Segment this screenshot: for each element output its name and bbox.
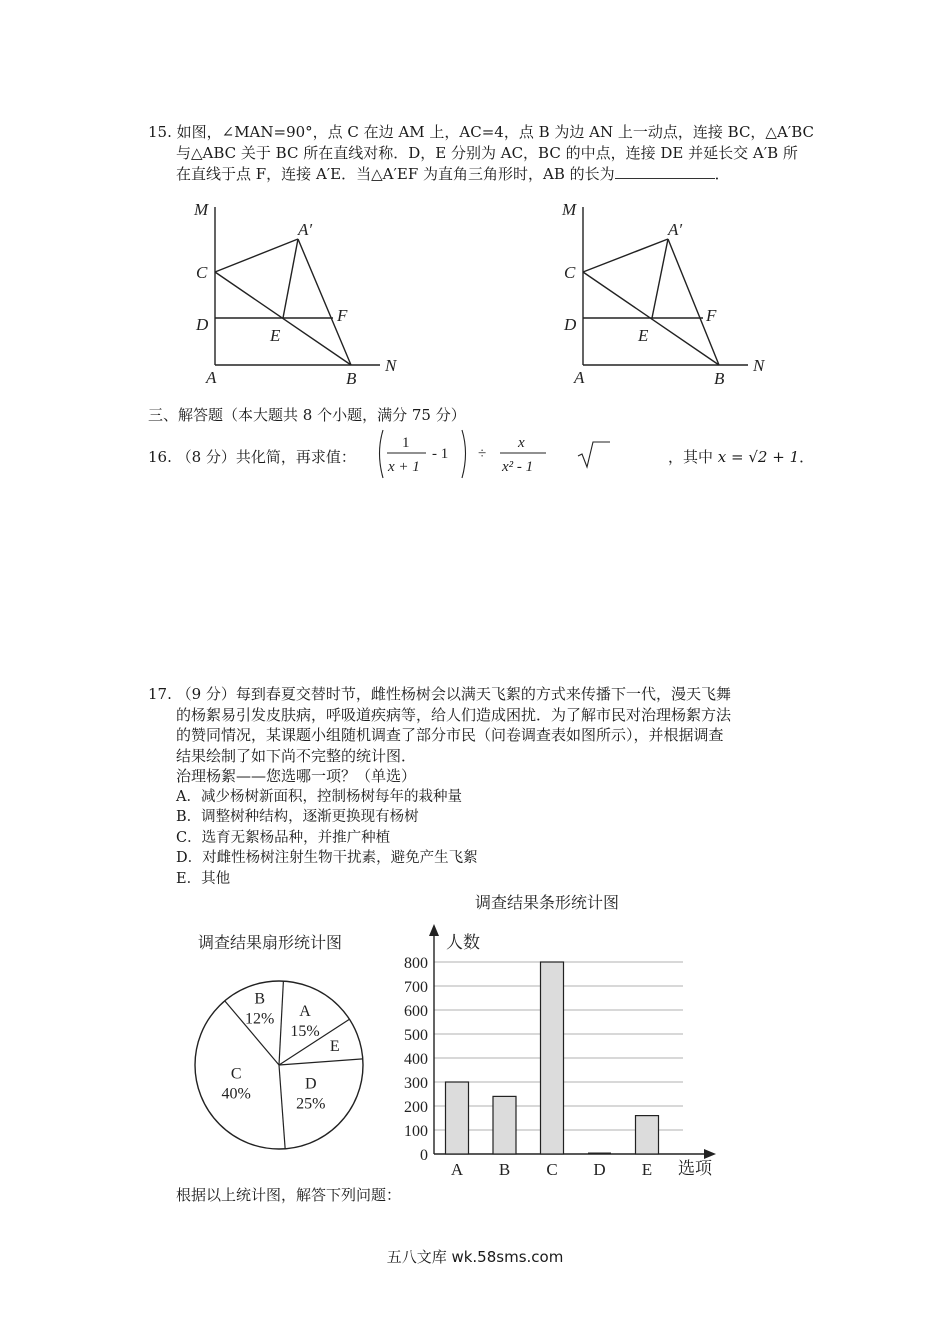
segment-a-prime-e — [283, 239, 298, 318]
geometry-figure-left — [180, 195, 410, 390]
q17-after-charts: 根据以上统计图，解答下列问题： — [176, 1186, 402, 1204]
bar-chart — [404, 924, 716, 1179]
pie-percent-c: 40% — [221, 1085, 251, 1103]
segment-a-prime-b — [668, 239, 719, 365]
q17-line-2: 的杨絮易引发皮肤病，呼吸道疾病等，给人们造成困扰．为了解市民对治理杨絮方法 — [176, 705, 732, 724]
q15-line-3 — [148, 164, 828, 185]
paren-left — [380, 430, 384, 478]
x-tick-label: B — [498, 1160, 511, 1179]
pie-percent-a: 15% — [290, 1022, 320, 1040]
frac1-numerator: 1 — [402, 435, 410, 451]
q15-line-1: 15. 如图，∠MAN=90°，点 C 在边 AM 上，AC=4，点 B 为边 AN 上一动点，连接 BC，△A′BC — [148, 123, 814, 141]
label-m: M — [562, 200, 577, 219]
label-a-prime: A′ — [298, 220, 313, 239]
label-a: A — [574, 368, 585, 387]
survey-title: 治理杨絮——您选哪一项？（单选） — [176, 767, 417, 785]
label-n: N — [753, 356, 765, 375]
pie-title: 调查结果扇形统计图 — [198, 933, 343, 952]
pie-label-b: B — [254, 990, 266, 1008]
section-heading: 三、解答题（本大题共 8 个小题，满分 75 分） — [148, 406, 466, 424]
x-axis-arrow — [704, 1149, 716, 1159]
label-f: F — [337, 306, 348, 325]
q15-line-2: 与△ABC 关于 BC 所在直线对称．D，E 分别为 AC，BC 的中点，连接 DE 并延长交 A′B 所 — [176, 144, 798, 162]
bar-b — [493, 1096, 516, 1154]
minus-one: - 1 — [432, 446, 449, 462]
label-f: F — [706, 306, 717, 325]
label-d: D — [196, 315, 209, 334]
label-b: B — [714, 369, 725, 388]
label-c: C — [196, 263, 208, 282]
y-tick-label: 700 — [404, 979, 428, 996]
y-tick-label: 200 — [404, 1099, 428, 1116]
pie-chart — [195, 981, 363, 1149]
y-tick-label: 0 — [420, 1147, 428, 1164]
x-tick-label: E — [641, 1160, 653, 1179]
q16-expression — [374, 426, 664, 484]
survey-option-a: A．减少杨树新面积，控制杨树每年的栽种量 — [176, 788, 462, 805]
survey-option-e: E．其他 — [176, 870, 231, 887]
pie-percent-b: 12% — [245, 1010, 275, 1028]
survey-option-d: D．对雌性杨树注射生物干扰素，避免产生飞絮 — [176, 850, 478, 866]
pie-label-a: A — [299, 1002, 311, 1020]
q15-line-3-text: 在直线于点 F，连接 A′E．当△A′EF 为直角三角形时，AB 的长为 — [176, 165, 615, 183]
statistics-charts — [180, 884, 740, 1184]
q16-end: ． — [799, 448, 815, 466]
q15-line-3-end: ． — [714, 165, 730, 183]
q16-suffix — [668, 446, 814, 467]
segment-ca-prime — [583, 239, 668, 272]
label-a: A — [206, 368, 217, 387]
y-tick-label: 100 — [404, 1123, 428, 1140]
bar-e — [636, 1116, 659, 1154]
label-a-prime: A′ — [668, 220, 683, 239]
x-axis-label: 选项 — [678, 1159, 712, 1179]
q16-suffix-text: ，其中 — [668, 448, 714, 466]
x-tick-label: D — [593, 1160, 606, 1179]
y-tick-label: 600 — [404, 1003, 428, 1020]
pie-percent-d: 25% — [296, 1095, 326, 1113]
y-axis-arrow — [429, 924, 439, 936]
bar-a — [446, 1082, 469, 1154]
question-17 — [148, 684, 828, 889]
divide-sign: ÷ — [478, 446, 487, 462]
q16-x-value: x = √2 + 1 — [717, 448, 800, 466]
segment-a-prime-e — [652, 239, 668, 318]
y-axis-label: 人数 — [446, 933, 480, 953]
label-e: E — [638, 326, 649, 345]
frac2-numerator: x — [518, 435, 525, 451]
frac2-denominator: x² - 1 — [502, 459, 534, 475]
label-n: N — [385, 356, 397, 375]
y-tick-label: 300 — [404, 1075, 428, 1092]
question-15 — [148, 122, 828, 185]
q17-line-4: 结果绘制了如下尚不完整的统计图． — [176, 746, 417, 765]
pie-label-e: E — [329, 1038, 340, 1056]
pie-label-c: C — [230, 1065, 242, 1083]
label-d: D — [564, 315, 577, 334]
bar-title: 调查结果条形统计图 — [475, 893, 620, 912]
q17-line-1: 17. （9 分）每到春夏交替时节，雌性杨树会以满天飞絮的方式来传播下一代，漫天飞舞 — [148, 685, 731, 703]
survey-option-c: C．选育无絮杨品种，并推广种植 — [176, 829, 391, 846]
paren-right — [462, 430, 466, 478]
y-tick-label: 800 — [404, 955, 428, 972]
answer-blank — [615, 164, 715, 179]
y-tick-label: 400 — [404, 1051, 428, 1068]
sqrt-sign — [578, 442, 610, 467]
q16-prefix: 16. （8 分）共化简，再求值： — [148, 448, 356, 466]
q17-line-3: 的赞同情况，某课题小组随机调查了部分市民（问卷调查表如图所示），并根据调查 — [176, 726, 724, 744]
footer-watermark: 五八文库 wk.58sms.com — [386, 1248, 564, 1266]
label-e: E — [270, 326, 281, 345]
pie-label-d: D — [305, 1075, 317, 1093]
geometry-figure-right — [548, 195, 778, 390]
segment-ca-prime — [215, 239, 298, 272]
bar-c — [541, 962, 564, 1154]
x-tick-label: C — [546, 1160, 558, 1179]
label-m: M — [194, 200, 209, 219]
x-tick-label: A — [450, 1160, 464, 1179]
survey-option-b: B．调整树种结构，逐渐更换现有杨树 — [176, 809, 419, 825]
frac1-denominator: x + 1 — [388, 459, 420, 475]
label-c: C — [564, 263, 576, 282]
y-tick-label: 500 — [404, 1027, 428, 1044]
label-b: B — [346, 369, 357, 388]
